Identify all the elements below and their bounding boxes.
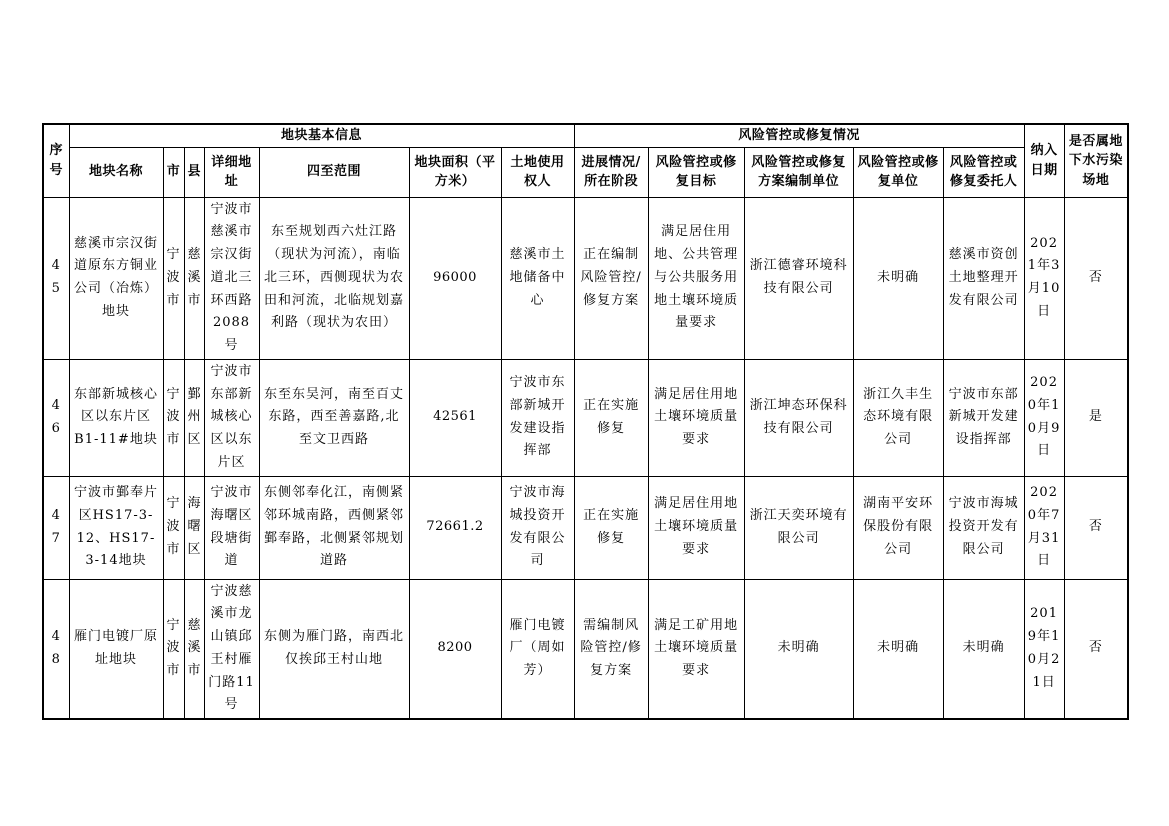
header-address: 详细地址 [204,147,259,197]
table-row [43,197,1128,359]
cell-inclusion-date: 2019年10月21日 [1024,579,1064,719]
cell-area: 72661.2 [409,476,501,579]
header-client: 风险管控或修复委托人 [943,147,1024,197]
table-row [43,359,1128,476]
cell-groundwater-pollution: 否 [1064,197,1128,359]
cell-plan-unit: 浙江坤态环保科技有限公司 [744,359,853,476]
header-boundary: 四至范围 [259,147,409,197]
cell-land-owner: 慈溪市土地储备中心 [501,197,574,359]
cell-address: 宁波市海曙区段塘街道 [204,476,259,579]
cell-repair-unit: 未明确 [853,197,943,359]
cell-progress-stage: 正在实施修复 [574,359,648,476]
cell-area: 96000 [409,197,501,359]
cell-city: 宁波市 [163,579,184,719]
cell-boundary: 东至东吴河，南至百丈东路，西至善嘉路,北至文卫西路 [259,359,409,476]
cell-seq: 48 [43,579,69,719]
cell-address: 宁波市慈溪市宗汉街道北三环西路2088号 [204,197,259,359]
header-county: 县 [184,147,204,197]
cell-boundary: 东侧为雁门路，南西北仅挨邱王村山地 [259,579,409,719]
cell-plan-unit: 浙江德睿环境科技有限公司 [744,197,853,359]
cell-county: 海曙区 [184,476,204,579]
header-goal: 风险管控或修复目标 [648,147,744,197]
cell-address: 宁波市东部新城核心区以东片区 [204,359,259,476]
header-repair-unit: 风险管控或修复单位 [853,147,943,197]
cell-county: 鄞州区 [184,359,204,476]
cell-inclusion-date: 2020年10月9日 [1024,359,1064,476]
header-groundwater-pollution: 是否属地下水污染场地 [1064,124,1128,197]
cell-city: 宁波市 [163,197,184,359]
cell-progress-stage: 正在编制风险管控/修复方案 [574,197,648,359]
cell-county: 慈溪市 [184,579,204,719]
cell-groundwater-pollution: 否 [1064,476,1128,579]
cell-land-owner: 雁门电镀厂（周如芳） [501,579,574,719]
header-land-owner: 土地使用权人 [501,147,574,197]
cell-seq: 46 [43,359,69,476]
table-row [43,579,1128,719]
cell-county: 慈溪市 [184,197,204,359]
cell-client: 宁波市东部新城开发建设指挥部 [943,359,1024,476]
cell-land-owner: 宁波市东部新城开发建设指挥部 [501,359,574,476]
cell-client: 宁波市海城投资开发有限公司 [943,476,1024,579]
header-seq: 序号 [43,124,69,197]
cell-goal: 满足居住用地、公共管理与公共服务用地土壤环境质量要求 [648,197,744,359]
cell-city: 宁波市 [163,476,184,579]
group-header-row [43,124,1128,147]
header-progress-stage: 进展情况/所在阶段 [574,147,648,197]
cell-repair-unit: 浙江久丰生态环境有限公司 [853,359,943,476]
cell-area: 42561 [409,359,501,476]
cell-client: 慈溪市资创土地整理开发有限公司 [943,197,1024,359]
cell-groundwater-pollution: 是 [1064,359,1128,476]
cell-repair-unit: 湖南平安环保股份有限公司 [853,476,943,579]
sub-header-row [43,147,1128,197]
header-area: 地块面积（平方米） [409,147,501,197]
cell-parcel-name: 雁门电镀厂原址地块 [69,579,163,719]
cell-area: 8200 [409,579,501,719]
cell-groundwater-pollution: 否 [1064,579,1128,719]
cell-address: 宁波慈溪市龙山镇邱王村雁门路11号 [204,579,259,719]
cell-parcel-name: 宁波市鄞奉片区HS17-3-12、HS17-3-14地块 [69,476,163,579]
cell-boundary: 东至规划西六灶江路（现状为河流），南临北三环，西侧现状为农田和河流，北临规划嘉利路（现状为农田） [259,197,409,359]
cell-city: 宁波市 [163,359,184,476]
header-group-basic-info: 地块基本信息 [69,124,574,147]
header-city: 市 [163,147,184,197]
cell-plan-unit: 未明确 [744,579,853,719]
cell-land-owner: 宁波市海城投资开发有限公司 [501,476,574,579]
header-parcel-name: 地块名称 [69,147,163,197]
cell-parcel-name: 东部新城核心区以东片区B1-11#地块 [69,359,163,476]
cell-progress-stage: 正在实施修复 [574,476,648,579]
cell-goal: 满足居住用地土壤环境质量要求 [648,476,744,579]
cell-inclusion-date: 2021年3月10日 [1024,197,1064,359]
cell-repair-unit: 未明确 [853,579,943,719]
cell-goal: 满足工矿用地土壤环境质量要求 [648,579,744,719]
cell-inclusion-date: 2020年7月31日 [1024,476,1064,579]
cell-seq: 45 [43,197,69,359]
header-inclusion-date: 纳入日期 [1024,124,1064,197]
table-row [43,476,1128,579]
land-parcel-table [42,123,1129,720]
cell-parcel-name: 慈溪市宗汉街道原东方铜业公司（冶炼）地块 [69,197,163,359]
cell-goal: 满足居住用地土壤环境质量要求 [648,359,744,476]
cell-plan-unit: 浙江天奕环境有限公司 [744,476,853,579]
cell-seq: 47 [43,476,69,579]
header-group-risk-control: 风险管控或修复情况 [574,124,1024,147]
cell-client: 未明确 [943,579,1024,719]
header-plan-unit: 风险管控或修复方案编制单位 [744,147,853,197]
cell-progress-stage: 需编制风险管控/修复方案 [574,579,648,719]
cell-boundary: 东侧邻奉化江，南侧紧邻环城南路，西侧紧邻鄞奉路，北侧紧邻规划道路 [259,476,409,579]
